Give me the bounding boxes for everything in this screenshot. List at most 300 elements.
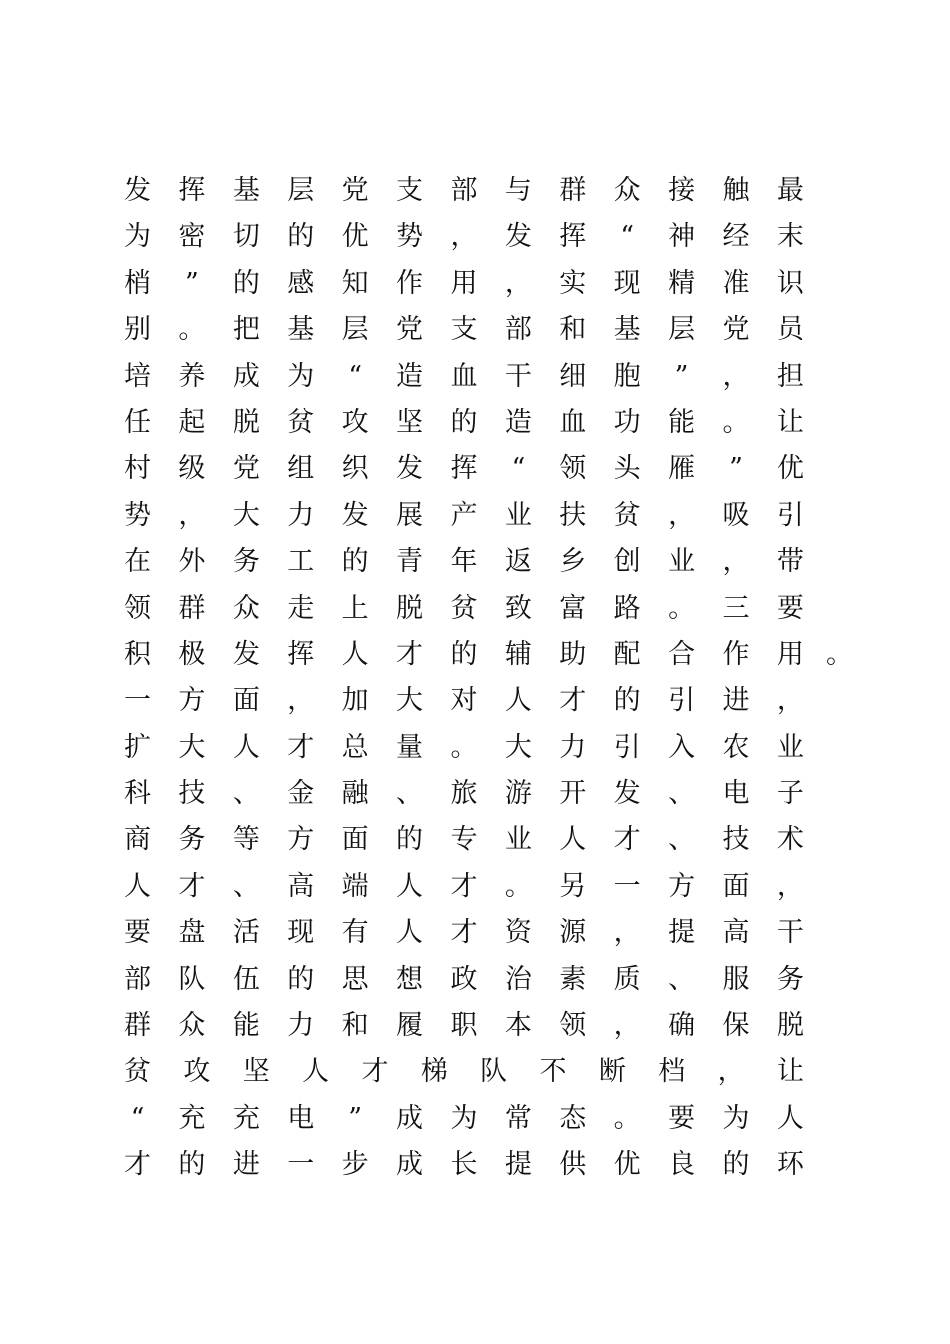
character: “ (620, 221, 635, 253)
character: 领 (124, 592, 151, 624)
character: 切 (232, 221, 260, 253)
character: ” (348, 1102, 363, 1134)
character: 贫 (450, 592, 478, 624)
character: 党 (341, 175, 369, 206)
character: 端 (341, 870, 369, 902)
character: 三 (722, 592, 750, 624)
character: 作 (722, 638, 750, 670)
character: 职 (450, 1010, 478, 1042)
character: 配 (613, 638, 641, 670)
character: 才 (613, 824, 641, 856)
text-line (124, 1049, 804, 1095)
character: 、 (396, 778, 424, 810)
character: 支 (396, 175, 424, 206)
text-line (124, 214, 804, 260)
character: 大 (232, 499, 260, 531)
character: 步 (341, 1149, 369, 1181)
character: 展 (396, 499, 424, 531)
text-line (124, 678, 804, 724)
character: 基 (613, 314, 641, 346)
character: 一 (613, 870, 641, 902)
character: 青 (396, 546, 424, 578)
character: 层 (668, 314, 696, 346)
character: 环 (776, 1149, 804, 1181)
character: 才 (396, 638, 424, 670)
character: 引 (613, 731, 641, 763)
character: 群 (559, 175, 587, 206)
character: 成 (396, 1149, 424, 1181)
character: 面 (341, 824, 369, 856)
character: “ (130, 1102, 145, 1134)
character: 充 (232, 1102, 260, 1134)
character: 密 (178, 221, 206, 253)
character: 、 (668, 963, 696, 995)
character: ， (450, 221, 478, 253)
character: 不 (539, 1056, 567, 1088)
character: 头 (613, 453, 641, 485)
character: 资 (504, 917, 532, 949)
text-line (124, 910, 804, 956)
character: 任 (124, 406, 151, 438)
character: ” (185, 267, 199, 299)
character: 才 (287, 731, 315, 763)
character: 辅 (504, 638, 532, 670)
character: 专 (450, 824, 478, 856)
character: 伍 (232, 963, 260, 995)
character: ” (674, 360, 689, 392)
character: 发 (396, 453, 424, 485)
character: 与 (504, 175, 532, 206)
character: 务 (178, 824, 206, 856)
character: 人 (396, 917, 424, 949)
character: 层 (287, 175, 315, 206)
character: 、 (232, 870, 260, 902)
character: 服 (722, 963, 750, 995)
text-line (124, 261, 804, 307)
character: ， (717, 1056, 745, 1088)
character: 队 (178, 963, 206, 995)
character: 坚 (242, 1056, 270, 1088)
character: 发 (504, 221, 532, 253)
character: ” (729, 453, 743, 485)
character: 的 (450, 638, 478, 670)
character: 人 (396, 870, 424, 902)
character: 梢 (124, 267, 151, 299)
character: 发 (124, 175, 151, 206)
character: 年 (450, 546, 478, 578)
character: 本 (504, 1010, 532, 1042)
character: 为 (722, 1102, 750, 1134)
character: 的 (178, 1149, 206, 1181)
character: 造 (504, 406, 532, 438)
character: 提 (668, 917, 696, 949)
character: 才 (450, 917, 478, 949)
character: 接 (668, 175, 696, 206)
character: 务 (776, 963, 804, 995)
character: 才 (124, 1149, 151, 1181)
character: 村 (124, 453, 151, 485)
character: 众 (232, 592, 260, 624)
character: 层 (341, 314, 369, 346)
character: 养 (178, 360, 206, 392)
character: 要 (776, 592, 804, 624)
character: 干 (776, 917, 804, 949)
character: 脱 (232, 406, 260, 438)
character: 部 (504, 314, 532, 346)
character: 贫 (287, 406, 315, 438)
character: 思 (341, 963, 369, 995)
character: 。 (450, 731, 478, 763)
character: 力 (559, 731, 587, 763)
character: 人 (776, 1102, 804, 1134)
character: ， (722, 546, 750, 578)
character: 路 (613, 592, 641, 624)
character: 贫 (124, 1056, 151, 1088)
character: 极 (178, 638, 206, 670)
character: 末 (776, 221, 804, 253)
character: 。 (504, 870, 532, 902)
character: 电 (287, 1102, 315, 1134)
character: 业 (668, 546, 696, 578)
character: 要 (668, 1102, 696, 1134)
character: 电 (722, 778, 750, 810)
character: 贫 (613, 499, 641, 531)
text-line (124, 725, 804, 771)
character: 面 (232, 685, 260, 717)
character: 经 (722, 221, 750, 253)
character: 进 (232, 1149, 260, 1181)
character: 开 (559, 778, 587, 810)
character: ， (722, 360, 750, 392)
character: 担 (776, 360, 804, 392)
character: 势 (124, 499, 151, 531)
character: 业 (776, 731, 804, 763)
text-line (124, 771, 804, 817)
character: 众 (178, 1010, 206, 1042)
character: 才 (450, 870, 478, 902)
character: 挥 (178, 175, 206, 206)
character: 干 (504, 360, 532, 392)
character: 入 (668, 731, 696, 763)
character: 对 (450, 685, 478, 717)
character: 方 (178, 685, 206, 717)
character: 队 (480, 1056, 508, 1088)
character: 进 (722, 685, 750, 717)
character: 的 (287, 963, 315, 995)
character: 势 (396, 221, 424, 253)
character: ， (613, 1010, 641, 1042)
character: 胞 (613, 360, 641, 392)
character: 致 (504, 592, 532, 624)
character: 商 (124, 824, 151, 856)
character: “ (511, 453, 526, 485)
character: 一 (287, 1149, 315, 1181)
character: 、 (668, 778, 696, 810)
character: 走 (287, 592, 315, 624)
text-line (124, 446, 804, 492)
character: ， (776, 685, 804, 717)
character: 成 (232, 360, 260, 392)
character: 优 (776, 453, 804, 485)
character: 神 (668, 221, 696, 253)
character: 别 (124, 314, 151, 346)
character: 、 (668, 824, 696, 856)
character: 才 (178, 870, 206, 902)
character: 人 (124, 870, 151, 902)
character: 加 (341, 685, 369, 717)
character: 一 (124, 685, 151, 717)
character: 游 (504, 778, 532, 810)
character: 面 (722, 870, 750, 902)
character: 力 (287, 499, 315, 531)
character: 人 (341, 638, 369, 670)
character: 合 (668, 638, 696, 670)
character: 用 (450, 267, 478, 299)
character: 活 (232, 917, 260, 949)
character: 感 (287, 267, 315, 299)
character: 履 (396, 1010, 424, 1042)
character: 攻 (183, 1056, 211, 1088)
character: 准 (722, 267, 750, 299)
character: 部 (450, 175, 478, 206)
character: 大 (504, 731, 532, 763)
character: 高 (722, 917, 750, 949)
character: ， (668, 499, 696, 531)
body-text (124, 168, 804, 1189)
character: 为 (287, 360, 315, 392)
character: 态 (559, 1102, 587, 1134)
character: 才 (559, 685, 587, 717)
text-line (124, 168, 804, 214)
character: 把 (232, 314, 260, 346)
character: 领 (559, 1010, 587, 1042)
text-line (124, 1142, 804, 1188)
character: 让 (776, 1056, 804, 1088)
character: 的 (232, 267, 260, 299)
character: 触 (722, 175, 750, 206)
character: 助 (559, 638, 587, 670)
character: 党 (396, 314, 424, 346)
character: 优 (341, 221, 369, 253)
character: ， (776, 870, 804, 902)
character: 党 (232, 453, 260, 485)
character: 大 (396, 685, 424, 717)
character: 基 (287, 314, 315, 346)
character: 领 (559, 453, 587, 485)
character: 人 (559, 824, 587, 856)
character: 返 (504, 546, 532, 578)
character: 挥 (287, 638, 315, 670)
text-line (124, 1096, 804, 1142)
character: 业 (504, 499, 532, 531)
character: 素 (559, 963, 587, 995)
character: 成 (396, 1102, 424, 1134)
character: 源 (559, 917, 587, 949)
character: 融 (341, 778, 369, 810)
character: 优 (613, 1149, 641, 1181)
character: 农 (722, 731, 750, 763)
character: 功 (613, 406, 641, 438)
character: 的 (341, 546, 369, 578)
character: 知 (341, 267, 369, 299)
character: 提 (504, 1149, 532, 1181)
character: 想 (396, 963, 424, 995)
character: 在 (124, 546, 151, 578)
text-line (124, 307, 804, 353)
character: 基 (232, 175, 260, 206)
character: 让 (776, 406, 804, 438)
character: 扶 (559, 499, 587, 531)
text-line (124, 817, 804, 863)
character: ， (287, 685, 315, 717)
character: 现 (287, 917, 315, 949)
character: 。 (722, 406, 750, 438)
character: 支 (450, 314, 478, 346)
character: 坚 (396, 406, 424, 438)
character: 保 (722, 1010, 750, 1042)
character: 力 (287, 1010, 315, 1042)
character: 积 (124, 638, 151, 670)
character: 要 (124, 917, 151, 949)
character: 扩 (124, 731, 151, 763)
character: 发 (232, 638, 260, 670)
text-line (124, 632, 804, 678)
character: 带 (776, 546, 804, 578)
character: 技 (722, 824, 750, 856)
character: 挥 (450, 453, 478, 485)
character: 、 (232, 778, 260, 810)
character: 用 (776, 638, 804, 670)
character: 术 (776, 824, 804, 856)
character: 组 (287, 453, 315, 485)
character: 。 (613, 1102, 641, 1134)
character: ， (613, 917, 641, 949)
character: 最 (776, 175, 804, 206)
character: 实 (559, 267, 587, 299)
character: 起 (178, 406, 206, 438)
character: 能 (668, 406, 696, 438)
character: 方 (668, 870, 696, 902)
character: 充 (178, 1102, 206, 1134)
text-line (124, 586, 804, 632)
character: 能 (232, 1010, 260, 1042)
character: 脱 (396, 592, 424, 624)
character: 务 (232, 546, 260, 578)
character: 方 (287, 824, 315, 856)
character: 科 (124, 778, 151, 810)
character: 确 (668, 1010, 696, 1042)
character: ， (504, 267, 532, 299)
character: 细 (559, 360, 587, 392)
character: 脱 (776, 1010, 804, 1042)
text-line (124, 400, 804, 446)
character: 部 (124, 963, 151, 995)
character: 断 (598, 1056, 626, 1088)
character: 群 (178, 592, 206, 624)
character: 等 (232, 824, 260, 856)
character: 精 (668, 267, 696, 299)
character: 产 (450, 499, 478, 531)
character: 群 (124, 1010, 151, 1042)
character: 盘 (178, 917, 206, 949)
character: 吸 (722, 499, 750, 531)
character: 血 (450, 360, 478, 392)
character: 政 (450, 963, 478, 995)
character: 业 (504, 824, 532, 856)
character: 才 (361, 1056, 389, 1088)
character: 量 (396, 731, 424, 763)
character: 技 (178, 778, 206, 810)
character: “ (348, 360, 363, 392)
character: 。 (668, 592, 696, 624)
character: 培 (124, 360, 151, 392)
character: 为 (124, 221, 151, 253)
character: 高 (287, 870, 315, 902)
character: 人 (232, 731, 260, 763)
character: 旅 (450, 778, 478, 810)
character: 党 (722, 314, 750, 346)
character: 总 (341, 731, 369, 763)
character: 档 (658, 1056, 686, 1088)
character: 作 (396, 267, 424, 299)
character: 的 (287, 221, 315, 253)
character: 富 (559, 592, 587, 624)
character: ， (178, 499, 206, 531)
character: 级 (178, 453, 206, 485)
character: 长 (450, 1149, 478, 1181)
text-line (124, 354, 804, 400)
character: 众 (613, 175, 641, 206)
character: 发 (613, 778, 641, 810)
character: 引 (776, 499, 804, 531)
character: 引 (668, 685, 696, 717)
character: 造 (396, 360, 424, 392)
overflow-punctuation: 。 (826, 639, 853, 670)
character: 有 (341, 917, 369, 949)
character: 的 (396, 824, 424, 856)
character: 常 (504, 1102, 532, 1134)
character: 的 (450, 406, 478, 438)
character: 良 (668, 1149, 696, 1181)
character: 发 (341, 499, 369, 531)
character: 另 (559, 870, 587, 902)
character: 大 (178, 731, 206, 763)
text-line (124, 1003, 804, 1049)
character: 织 (341, 453, 369, 485)
character: 梯 (420, 1056, 448, 1088)
character: 雁 (668, 453, 696, 485)
character: 的 (613, 685, 641, 717)
character: 人 (302, 1056, 330, 1088)
character: 攻 (341, 406, 369, 438)
text-line (124, 957, 804, 1003)
character: 员 (776, 314, 804, 346)
character: 识 (776, 267, 804, 299)
character: 金 (287, 778, 315, 810)
character: 乡 (559, 546, 587, 578)
text-line (124, 493, 804, 539)
text-line (124, 539, 804, 585)
character: 现 (613, 267, 641, 299)
character: 工 (287, 546, 315, 578)
character: 创 (613, 546, 641, 578)
character: 血 (559, 406, 587, 438)
character: 挥 (559, 221, 587, 253)
character: 治 (504, 963, 532, 995)
character: 和 (559, 314, 587, 346)
character: 和 (341, 1010, 369, 1042)
character: 。 (178, 314, 206, 346)
